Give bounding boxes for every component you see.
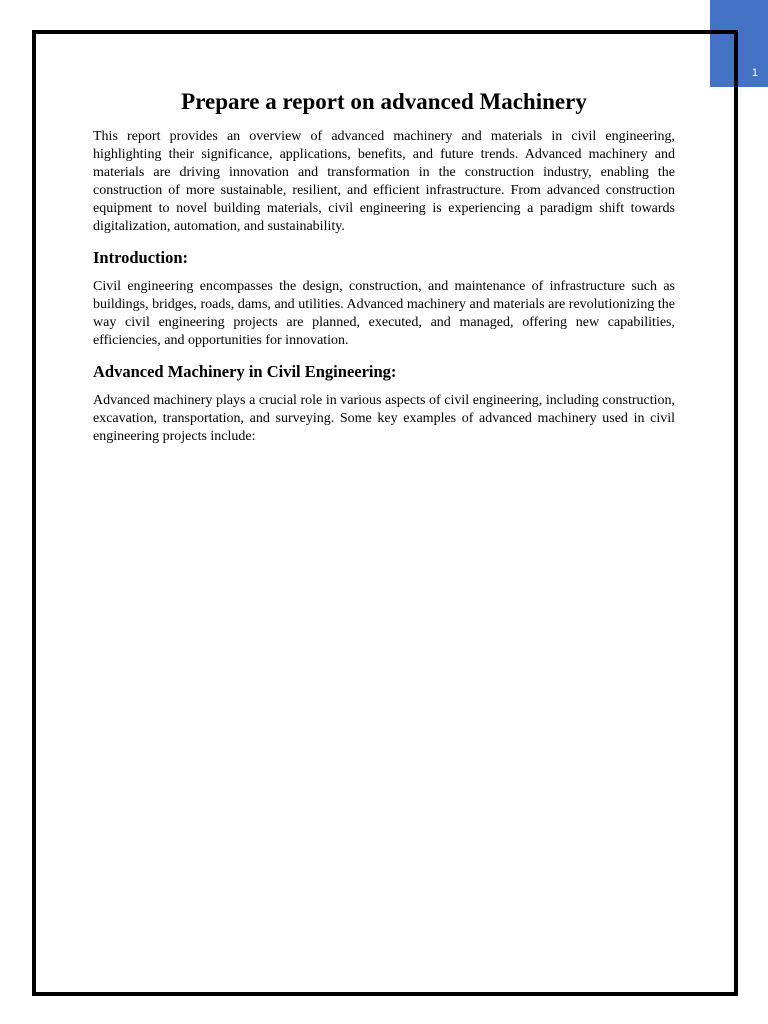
document-body [93,86,675,446]
document-title: Prepare a report on advanced Machinery [181,89,587,114]
intro-paragraph: This report provides an overview of advanced machinery and materials in civil engineering, highlighting their significance, applications, benefits, and future trends. Advanced machinery and materials are driving innovation and transformation in the construction industry, enabling the construction of more sustainable, resilient, and efficient infrastructure. From advanced construction equipment to novel building materials, civil engineering is experiencing a paradigm shift towards digitalization, automation, and sustainability. [93,129,675,234]
introduction-paragraph: Civil engineering encompasses the design, construction, and maintenance of infrastructure such as buildings, bridges, roads, dams, and utilities. Advanced machinery and materials are revolutionizing the way civil engineering projects are planned, executed, and managed, offering new capabilities, efficiencies, and opportunities for innovation. [93,279,675,348]
advanced-machinery-heading: Advanced Machinery in Civil Engineering: [93,362,397,381]
page-number: 1 [751,67,758,79]
advanced-machinery-paragraph: Advanced machinery plays a crucial role in various aspects of civil engineering, including construction, excavation, transportation, and surveying. Some key examples of advanced machinery used in civil engineering projects include: [93,393,675,444]
introduction-heading: Introduction: [93,248,189,267]
